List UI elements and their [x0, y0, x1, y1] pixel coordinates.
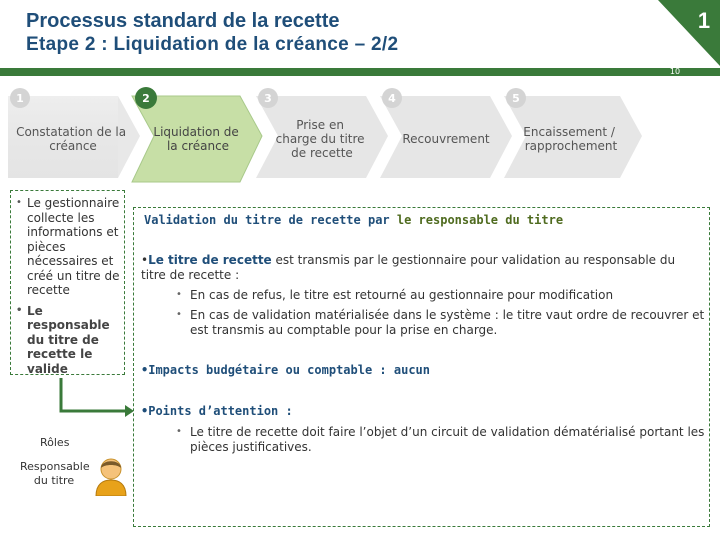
main-panel [133, 207, 710, 527]
svg-text:Encaissement / rapprocheme [523, 125, 618, 153]
step-label-3c: de recette [291, 146, 353, 160]
roles-label: Rôles [40, 436, 70, 449]
flow-arrow-icon [55, 378, 135, 418]
main-title [144, 213, 563, 227]
bullet-refusal: • En cas de refus, le titre est retourné au gestionnaire pour modification [176, 288, 710, 303]
paragraph-transmission: •Le titre de recette est transmis par le gestionnaire pour validation au responsable du titre de recette : [141, 253, 676, 282]
responsible-label [20, 460, 88, 488]
corner-badge [658, 0, 720, 66]
bullet-attention: • Le titre de recette doit faire l’objet d’un circuit de validation dématérialisé portant les pièces justificatives. [176, 425, 710, 454]
step-label-3a: Prise en [296, 118, 344, 132]
corner-number: 1 [697, 8, 711, 33]
points-title: •Points d’attention : [141, 404, 293, 418]
impacts-line: •Impacts budgétaire ou comptable : aucun [141, 363, 430, 377]
page-subtitle: Etape 2 : Liquidation de la créance – 2/2 [26, 34, 399, 55]
paragraph-rest: est transmis par le gestionnaire pour validation au responsable du titre de recette : [141, 253, 676, 282]
person-icon [93, 456, 129, 496]
impacts-text: Impacts budgétaire ou comptable : aucun [148, 363, 430, 377]
page-number: 10 [669, 67, 681, 76]
step-label-2a: Liquidation de [153, 125, 239, 139]
header-band [0, 66, 720, 77]
step-number-3: 3 [264, 92, 272, 105]
step-label-2b: la créance [166, 139, 230, 153]
paragraph-bold: Le titre de recette [148, 253, 272, 267]
step-number-1: 1 [16, 92, 24, 105]
step-label-5a: Encaissement / [523, 125, 615, 139]
points-title-text: Points d’attention : [148, 404, 293, 418]
step-label-4a: Recouvrement [402, 132, 490, 146]
responsible-line2: du titre [33, 474, 75, 487]
responsible-line1: Responsable [20, 460, 90, 473]
step-number-2: 2 [142, 92, 150, 105]
bullet-validation: • En cas de validation matérialisée dans le système : le titre vaut ordre de recouvrer et est transmis au comptable pour la prise en charge. [176, 308, 710, 337]
process-steps [0, 86, 720, 186]
step-label-1a: Constatation de la [16, 125, 127, 139]
step-number-4: 4 [388, 92, 396, 105]
step-label-1b: créance [49, 139, 97, 153]
page-title: Processus standard de la recette [26, 10, 340, 32]
main-title-prefix: Validation du titre de recette par [144, 213, 397, 227]
left-item-1: • Le gestionnaire collecte les informations et pièces nécessaires et créé un titre de recette [11, 196, 124, 298]
main-title-emphasis: le responsable du titre [396, 213, 564, 227]
left-item-2: • Le responsable du titre de recette le valide [11, 304, 124, 377]
step-label-3b: charge du titre [275, 132, 365, 146]
svg-text:Recouvrement [402, 132, 490, 146]
step-label-5b: rapprochement [524, 139, 618, 153]
step-number-5: 5 [512, 92, 520, 105]
left-panel [10, 190, 125, 375]
